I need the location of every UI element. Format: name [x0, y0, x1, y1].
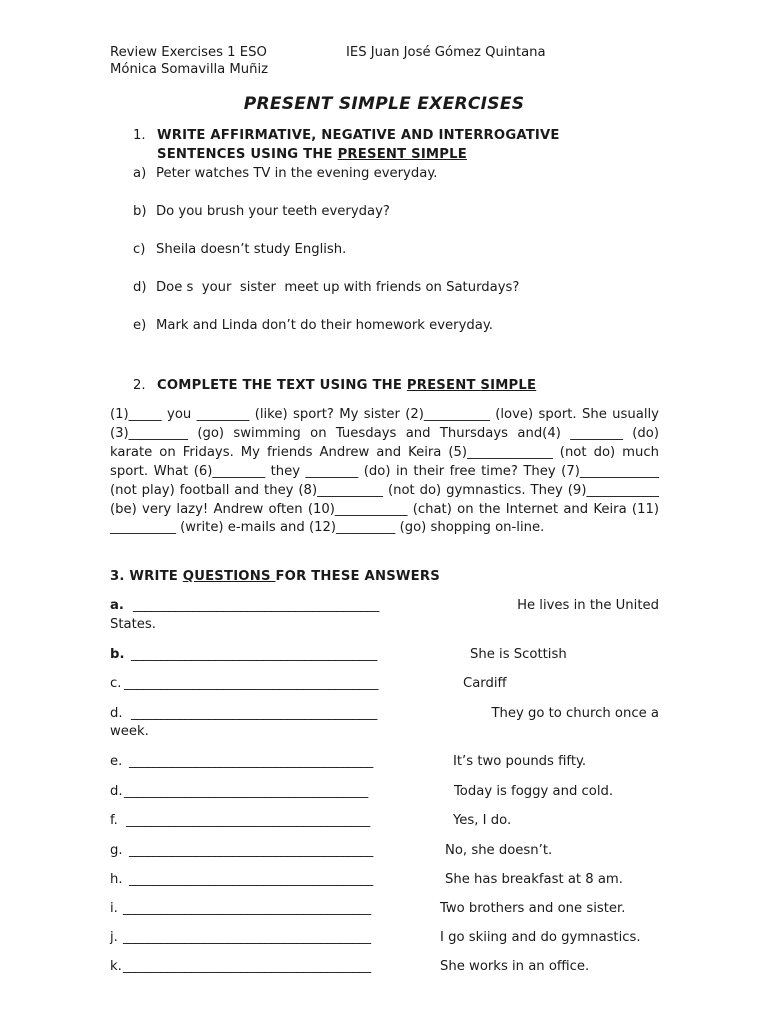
given-answer: They go to church once a [491, 706, 659, 721]
list-item-letter: e) [133, 318, 147, 333]
section1-number: 1. [133, 128, 146, 143]
page-title: PRESENT SIMPLE EXERCISES [243, 94, 525, 114]
section3-heading-underlined: QUESTIONS [182, 569, 276, 584]
given-answer: She is Scottish [470, 647, 567, 662]
list-item-letter: b) [133, 204, 147, 219]
answer-blank-line: ________________________________________ [126, 813, 370, 828]
course-label: Review Exercises 1 ESO [110, 45, 267, 60]
answer-blank-line: ________________________________________ [129, 872, 373, 887]
answer-blank-line: ________________________________________ [123, 930, 371, 945]
list-item-letter: a) [133, 166, 147, 181]
fill-in-paragraph: (1)_____ you ________ (like) sport? My sister (2)__________ (love) sport. She usually (3)_________ (go) swimming on Tuesdays and Thursdays and(4) ________ (do) karate on Fridays. My friends Andrew and Keira (5)_____________ (not do) much sport. What (6)________ they ________ (do) in their free time? They (7)____________ (not play) football and they (8)__________ (not do) gymnastics. They (9)___________ (be) very lazy! Andrew often (10)___________ (chat) on the Internet and Keira (11) __________ (write) e-mails and (12)_________ (go) shopping on-line. [110, 407, 659, 536]
list-item-text: Peter watches TV in the evening everyday. [156, 166, 438, 181]
list-item-text: Do you brush your teeth everyday? [156, 204, 390, 219]
section1-heading-text: SENTENCES USING THE [157, 147, 338, 162]
question-label: b. [110, 647, 125, 662]
answer-blank-line: ________________________________________ [124, 784, 368, 799]
given-answer: No, she doesn’t. [445, 843, 553, 858]
question-label: i. [110, 901, 118, 916]
given-answer: Yes, I do. [453, 813, 512, 828]
answer-blank-line: ________________________________________ [123, 959, 371, 974]
given-answer: I go skiing and do gymnastics. [440, 930, 641, 945]
list-item-letter: c) [133, 242, 146, 257]
given-answer: She works in an office. [440, 959, 590, 974]
answer-blank-line: _________________________________________ [124, 676, 378, 691]
school-name: IES Juan José Gómez Quintana [346, 45, 546, 60]
given-answer: He lives in the United [517, 598, 659, 613]
list-item-text: Mark and Linda don’t do their homework everyday. [156, 318, 493, 333]
list-item-text: Sheila doesn’t study English. [156, 242, 347, 257]
section2-heading-text: COMPLETE THE TEXT USING THE [157, 378, 407, 393]
teacher-name: Mónica Somavilla Muñiz [110, 62, 269, 77]
question-label: d. [110, 706, 123, 721]
given-answer-wrap: week. [110, 724, 149, 739]
section2-heading-underlined: PRESENT SIMPLE [406, 378, 537, 393]
answer-blank-line: ________________________________________ [123, 901, 371, 916]
list-item-text: Doe s your sister meet up with friends on Saturdays? [156, 280, 520, 295]
section3-heading [110, 569, 440, 584]
given-answer: Two brothers and one sister. [440, 901, 626, 916]
question-label: j. [110, 930, 118, 945]
question-label: h. [110, 872, 123, 887]
answer-blank-line: _________________________________________ [133, 598, 379, 613]
question-label: d. [110, 784, 123, 799]
given-answer-wrap: States. [110, 617, 156, 632]
given-answer: Cardiff [463, 676, 507, 691]
question-label: c. [110, 676, 122, 691]
question-label: g. [110, 843, 123, 858]
answer-blank-line: ________________________________________ [129, 754, 373, 769]
section1-heading-underlined: PRESENT SIMPLE [337, 147, 467, 162]
section1-heading-line1: WRITE AFFIRMATIVE, NEGATIVE AND INTERROGATIVE [157, 128, 560, 143]
given-answer: Today is foggy and cold. [454, 784, 614, 799]
question-label: k. [110, 959, 122, 974]
question-label: f. [110, 813, 118, 828]
section3-heading-text: 3. WRITE [110, 569, 183, 584]
section2-number: 2. [133, 378, 146, 393]
list-item-letter: d) [133, 280, 147, 295]
answer-blank-line: _________________________________________ [131, 706, 377, 721]
given-answer: She has breakfast at 8 am. [445, 872, 623, 887]
answer-blank-line: _________________________________________ [131, 647, 377, 662]
section2-heading [157, 378, 536, 393]
question-label: a. [110, 598, 124, 613]
given-answer: It’s two pounds fifty. [453, 754, 587, 769]
section3-heading-tail: FOR THESE ANSWERS [275, 569, 440, 584]
answer-blank-line: ________________________________________ [129, 843, 373, 858]
section1-heading-line2 [157, 147, 467, 162]
question-label: e. [110, 754, 123, 769]
